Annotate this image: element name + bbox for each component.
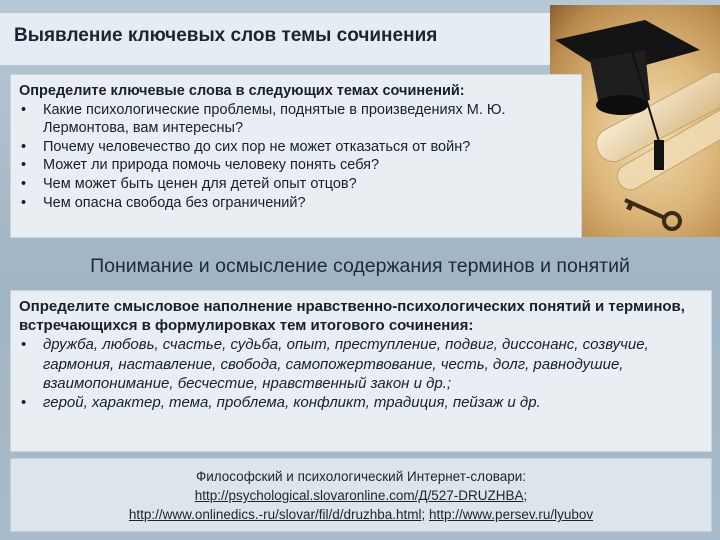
list-item: • герой, характер, тема, проблема, конфликт, традиция, пейзаж и др. [21,394,541,412]
essay-topics-box [10,74,582,238]
references-line-2 [11,505,711,524]
bullet-icon: • [21,394,27,412]
terms-box [10,290,712,452]
bullet-icon: • [21,175,27,192]
list-item: • Почему человечество до сих пор не может отказаться от войн? [21,138,471,155]
list-item: • Чем может быть ценен для детей опыт отцов? [21,175,357,192]
section-subtitle: Понимание и осмысление содержания терминов и понятий [90,255,630,277]
list-item: • Чем опасна свобода без ограничений? [21,194,306,211]
dictionary-link-3[interactable]: http://www.persev.ru/lyubov [429,507,594,522]
essay-topics-list [19,101,579,213]
bullet-icon: • [21,138,27,155]
link-separator: ; [421,507,426,522]
slide-title: Выявление ключевых слов темы сочинения [14,25,438,46]
bullet-icon: • [21,194,27,211]
bullet-icon: • [21,336,27,354]
references-title: Философский и психологический Интернет-словари: [195,469,527,484]
bullet-icon: • [21,101,27,118]
references-box [10,458,712,532]
key-icon [625,200,680,229]
references-line-1 [11,486,711,505]
dictionary-link-2[interactable]: http://www.onlinedics.-ru/slovar/fil/d/druzhba.html [128,507,422,522]
terms-heading: Определите смысловое наполнение нравственно-психологических понятий и терминов, встречающихся в формулировках тем итогового сочинения: [19,298,685,335]
link-separator: ; [523,488,528,503]
dictionary-link-1[interactable]: http://psychological.slovaronline.com/Д/527-DRUZHBA [194,488,524,503]
terms-list [19,335,707,412]
list-item: • Может ли природа помочь человеку понять себя? [21,157,380,174]
bullet-icon: • [21,157,27,174]
list-item: • Какие психологические проблемы, поднятые в произведениях М. Ю. Лермонтова, вам интересны? [21,101,506,137]
list-item: • дружба, любовь, счастье, судьба, опыт, преступление, подвиг, диссонанс, созвучие, гармония, наставление, свобода, самопожертвование, честь, долг, равнодушие, взаимопонимание, бесчестие, нравственный закон и др.; [21,336,649,392]
essay-topics-heading: Определите ключевые слова в следующих темах сочинений: [19,83,465,99]
